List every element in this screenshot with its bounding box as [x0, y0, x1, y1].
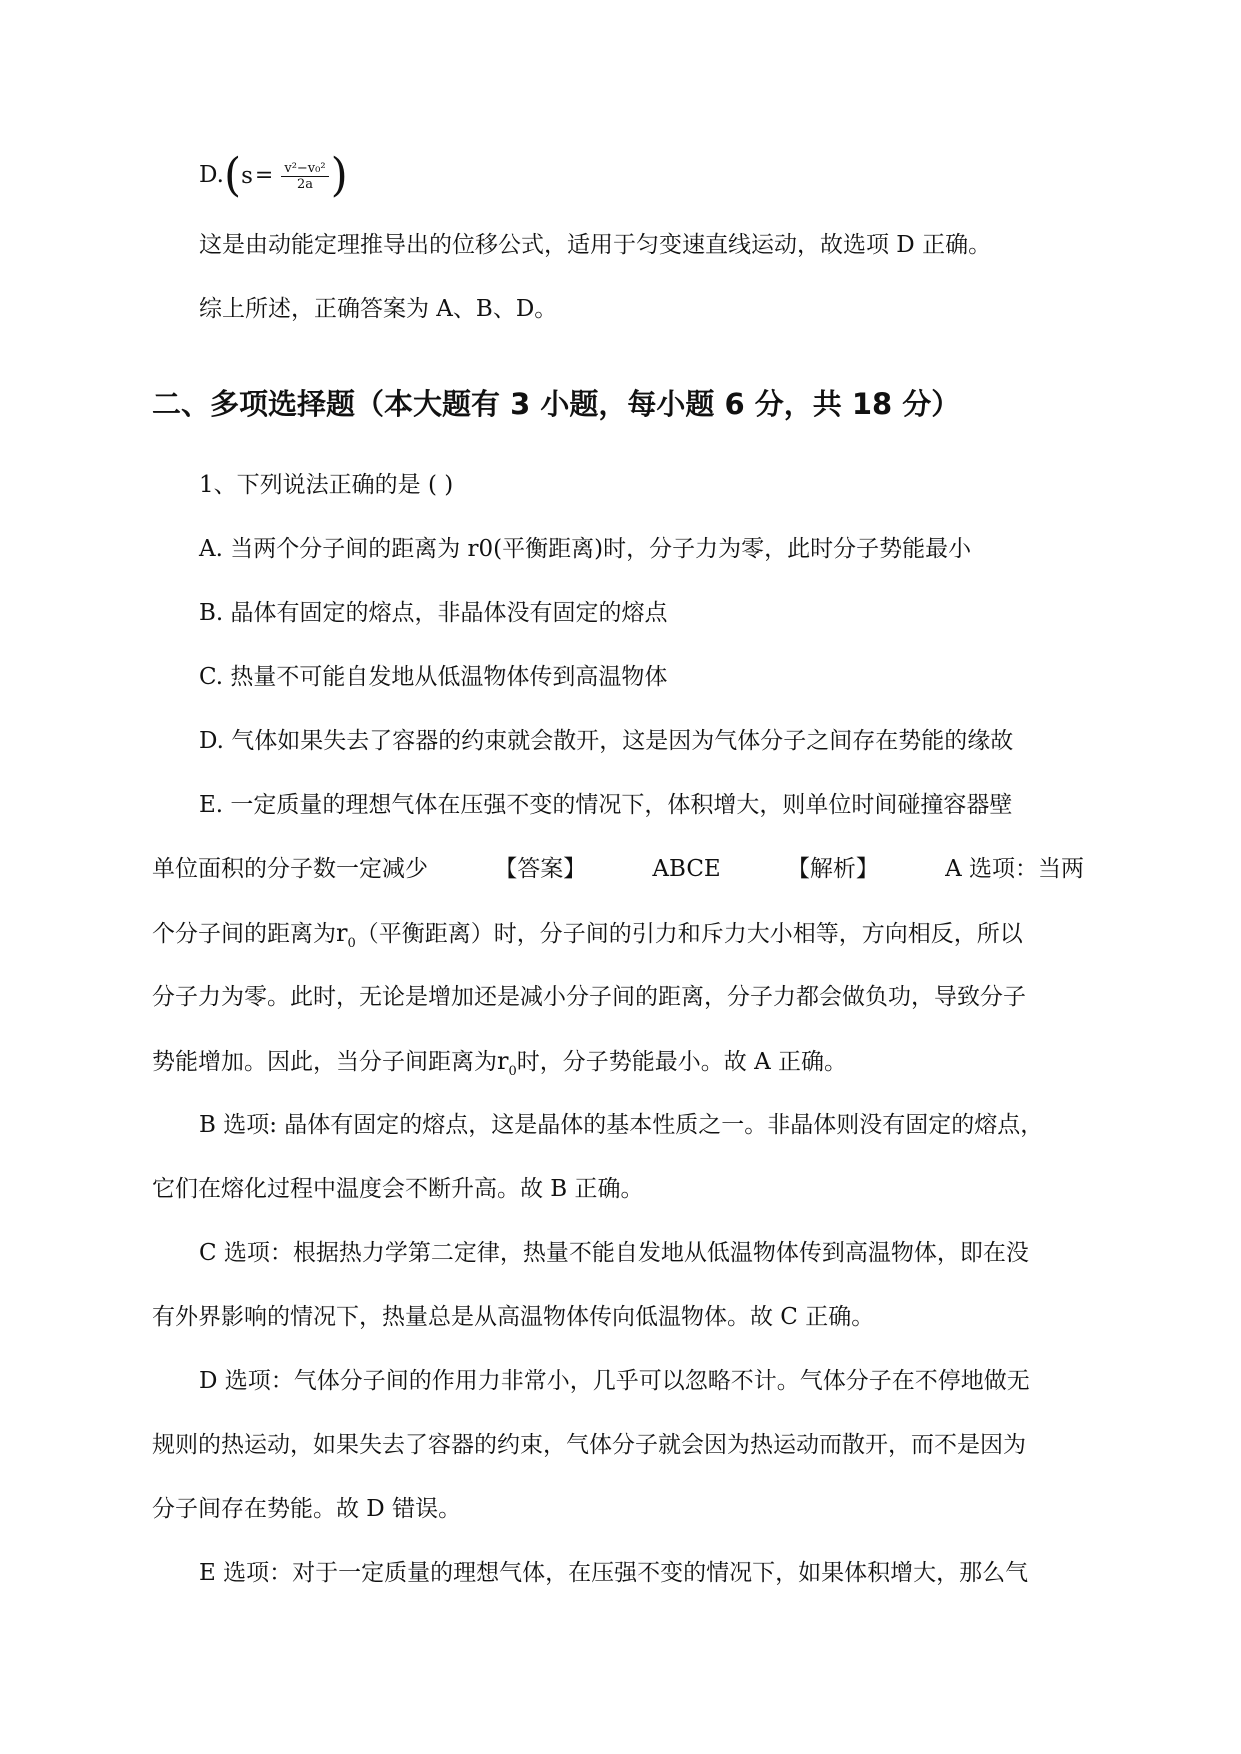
e-analysis-line-1: E 选项：对于一定质量的理想气体，在压强不变的情况下，如果体积增大，那么气 [199, 1560, 1029, 1586]
c-analysis-line-1: C 选项：根据热力学第二定律，热量不能自发地从低温物体传到高温物体，即在没 [199, 1240, 1029, 1266]
summary-paragraph: 综上所述，正确答案为 A、B、D。 [199, 296, 558, 322]
formula-denominator: 2a [296, 176, 313, 192]
answer-value: ABCE [652, 856, 721, 882]
d-analysis-line-3: 分子间存在势能。故 D 错误。 [152, 1496, 462, 1522]
option-d-prefix: D. [199, 162, 224, 188]
answer-label: 【答案】 [494, 856, 587, 882]
formula-eq: = [254, 163, 274, 188]
d-analysis-line-2: 规则的热运动，如果失去了容器的约束，气体分子就会因为热运动而散开，而不是因为 [152, 1432, 1026, 1458]
analysis-label: 【解析】 [786, 856, 879, 882]
option-c: C. 热量不可能自发地从低温物体传到高温物体 [199, 664, 668, 690]
option-a: A. 当两个分子间的距离为 r0(平衡距离)时，分子力为零，此时分子势能最小 [199, 536, 972, 562]
a-analysis-line-2: 分子力为零。此时，无论是增加还是减小分子间的距离，分子力都会做负功，导致分子 [152, 984, 1026, 1010]
d-analysis-line-1: D 选项：气体分子间的作用力非常小，几乎可以忽略不计。气体分子在不停地做无 [199, 1368, 1030, 1394]
option-e: E. 一定质量的理想气体在压强不变的情况下，体积增大，则单位时间碰撞容器壁 [199, 792, 1013, 818]
option-e-continuation: 单位面积的分子数一定减少 [152, 856, 428, 882]
a-analysis-line-3: 势能增加。因此，当分子间距离为$r_0$时，分子势能最小。故 A 正确。 [152, 1047, 847, 1079]
analysis-a-start: A 选项：当两 [945, 856, 1084, 882]
formula-lhs: s [241, 163, 253, 189]
option-d: D. 气体如果失去了容器的约束就会散开，这是因为气体分子之间存在势能的缘故 [199, 728, 1014, 754]
r0-symbol: $r_0$ [497, 1047, 517, 1079]
option-b: B. 晶体有固定的熔点，非晶体没有固定的熔点 [199, 600, 668, 626]
b-analysis-line-1: B 选项: 晶体有固定的熔点，这是晶体的基本性质之一。非晶体则没有固定的熔点， [199, 1112, 1044, 1138]
b-analysis-line-2: 它们在熔化过程中温度会不断升高。故 B 正确。 [152, 1176, 644, 1202]
option-d-formula-line [199, 148, 348, 203]
displacement-formula: ( s = $\frac{\text{v²−v₀²}}{2a}$ ) [223, 148, 348, 203]
a-analysis-line-1: 个分子间的距离为$r_0$（平衡距离）时，分子间的引力和斥力大小相等，方向相反，所以 [152, 919, 1023, 951]
formula-numerator: v²−v₀² [281, 161, 328, 177]
r0-symbol: $r_0$ [336, 919, 356, 951]
d-explain-paragraph: 这是由动能定理推导出的位移公式，适用于匀变速直线运动，故选项 D 正确。 [199, 232, 992, 258]
formula-fraction [281, 161, 328, 192]
answer-line [152, 854, 1084, 884]
section-heading: 二、多项选择题（本大题有 3 小题，每小题 6 分，共 18 分） [152, 387, 961, 421]
question-stem: 1、下列说法正确的是 ( ) [199, 472, 454, 498]
c-analysis-line-2: 有外界影响的情况下，热量总是从高温物体传向低温物体。故 C 正确。 [152, 1304, 875, 1330]
